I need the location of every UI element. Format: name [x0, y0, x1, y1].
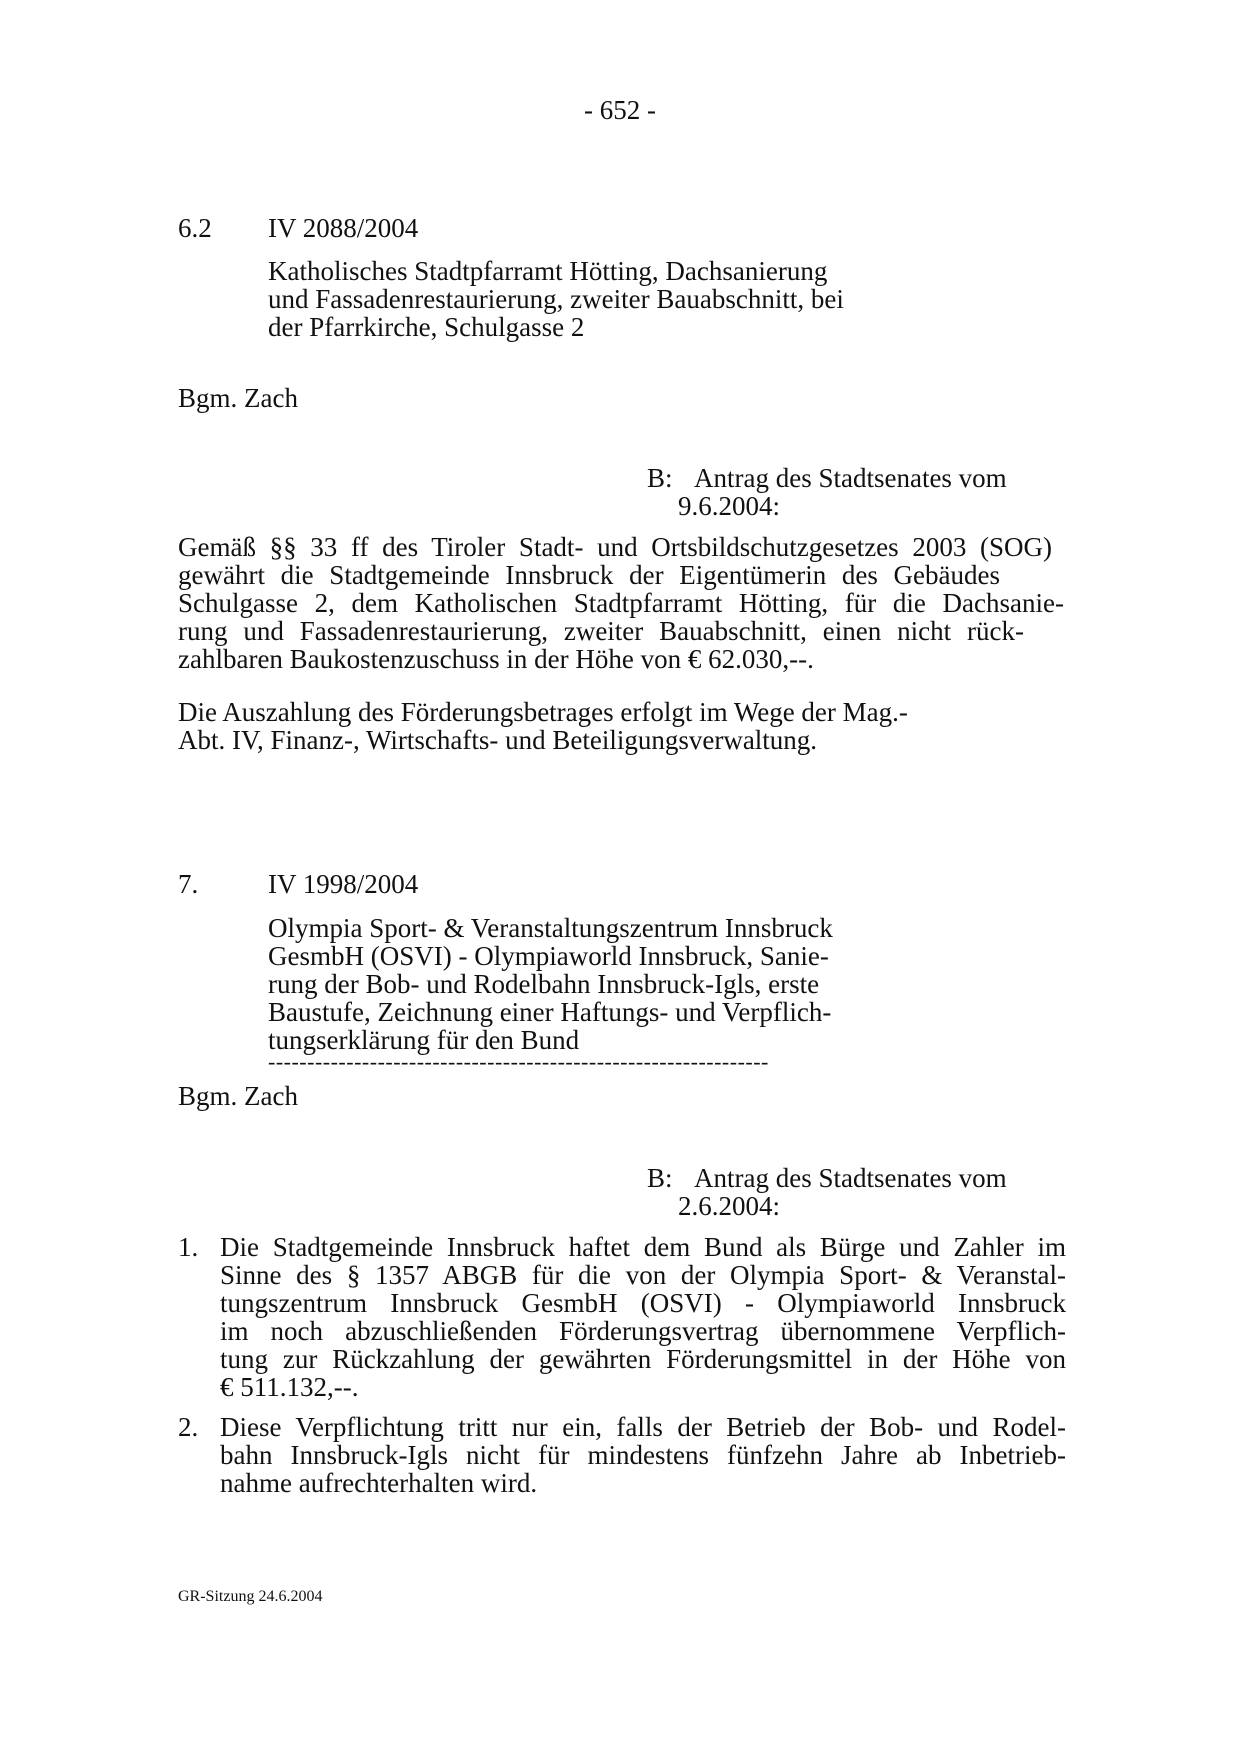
- speaker: Bgm. Zach: [178, 1081, 298, 1111]
- paragraph-line: Gemäß §§ 33 ff des Tiroler Stadt- und Ortsbildschutzgesetzes 2003 (SOG): [178, 532, 1052, 562]
- paragraph-line: Die Auszahlung des Förderungsbetrages erfolgt im Wege der Mag.-: [178, 697, 908, 727]
- motion-label: B:: [647, 463, 673, 493]
- paragraph-line: tungszentrum Innsbruck GesmbH (OSVI) - Olympiaworld Innsbruck: [220, 1288, 1066, 1318]
- motion-label: B:: [647, 1163, 673, 1193]
- paragraph-line: Abt. IV, Finanz-, Wirtschafts- und Beteiligungsverwaltung.: [178, 725, 818, 755]
- paragraph-line: zahlbaren Baukostenzuschuss in der Höhe von € 62.030,--.: [178, 644, 814, 674]
- item-number: 6.2: [178, 213, 212, 243]
- subject-line: der Pfarrkirche, Schulgasse 2: [268, 312, 585, 342]
- paragraph-line: Diese Verpflichtung tritt nur ein, falls der Betrieb der Bob- und Rodel-: [220, 1412, 1066, 1442]
- list-number: 1.: [178, 1232, 199, 1262]
- item-reference: IV 2088/2004: [268, 213, 419, 243]
- subject-line: Baustufe, Zeichnung einer Haftungs- und Verpflich-: [268, 997, 832, 1027]
- subject-line: Katholisches Stadtpfarramt Hötting, Dachsanierung: [268, 256, 828, 286]
- paragraph-line: gewährt die Stadtgemeinde Innsbruck der Eigentümerin des Gebäudes: [178, 560, 1000, 590]
- motion-date: 2.6.2004:: [678, 1191, 781, 1221]
- motion-title: Antrag des Stadtsenates vom: [694, 1163, 1007, 1193]
- subject-line: rung der Bob- und Rodelbahn Innsbruck-Igls, erste: [268, 969, 820, 999]
- motion-date: 9.6.2004:: [678, 491, 781, 521]
- subject-line: GesmbH (OSVI) - Olympiaworld Innsbruck, Sanie-: [268, 941, 829, 971]
- subject-line: Olympia Sport- & Veranstaltungszentrum Innsbruck: [268, 913, 833, 943]
- paragraph-line: tung zur Rückzahlung der gewährten Förderungsmittel in der Höhe von: [220, 1344, 1066, 1374]
- list-number: 2.: [178, 1412, 199, 1442]
- paragraph-line: im noch abzuschließenden Förderungsvertrag übernommene Verpflich-: [220, 1316, 1066, 1346]
- item-number: 7.: [178, 869, 199, 899]
- paragraph-line: Schulgasse 2, dem Katholischen Stadtpfarramt Hötting, für die Dachsanie-: [178, 588, 1064, 618]
- paragraph-line: rung und Fassadenrestaurierung, zweiter Bauabschnitt, einen nicht rück-: [178, 616, 1024, 646]
- motion-title: Antrag des Stadtsenates vom: [694, 463, 1007, 493]
- footer-text: GR-Sitzung 24.6.2004: [178, 1588, 323, 1605]
- subject-line: und Fassadenrestaurierung, zweiter Bauabschnitt, bei: [268, 284, 844, 314]
- separator-line: ----------------------------------------------------------------: [268, 1050, 769, 1074]
- paragraph-line: € 511.132,--.: [220, 1372, 359, 1402]
- page-number: - 652 -: [584, 95, 656, 125]
- speaker: Bgm. Zach: [178, 383, 298, 413]
- paragraph-line: Die Stadtgemeinde Innsbruck haftet dem Bund als Bürge und Zahler im: [220, 1232, 1066, 1262]
- subject-line: tungserklärung für den Bund: [268, 1025, 580, 1055]
- item-reference: IV 1998/2004: [268, 869, 419, 899]
- paragraph-line: bahn Innsbruck-Igls nicht für mindestens fünfzehn Jahre ab Inbetrieb-: [220, 1440, 1066, 1470]
- paragraph-line: nahme aufrechterhalten wird.: [220, 1468, 538, 1498]
- paragraph-line: Sinne des § 1357 ABGB für die von der Olympia Sport- & Veranstal-: [220, 1260, 1066, 1290]
